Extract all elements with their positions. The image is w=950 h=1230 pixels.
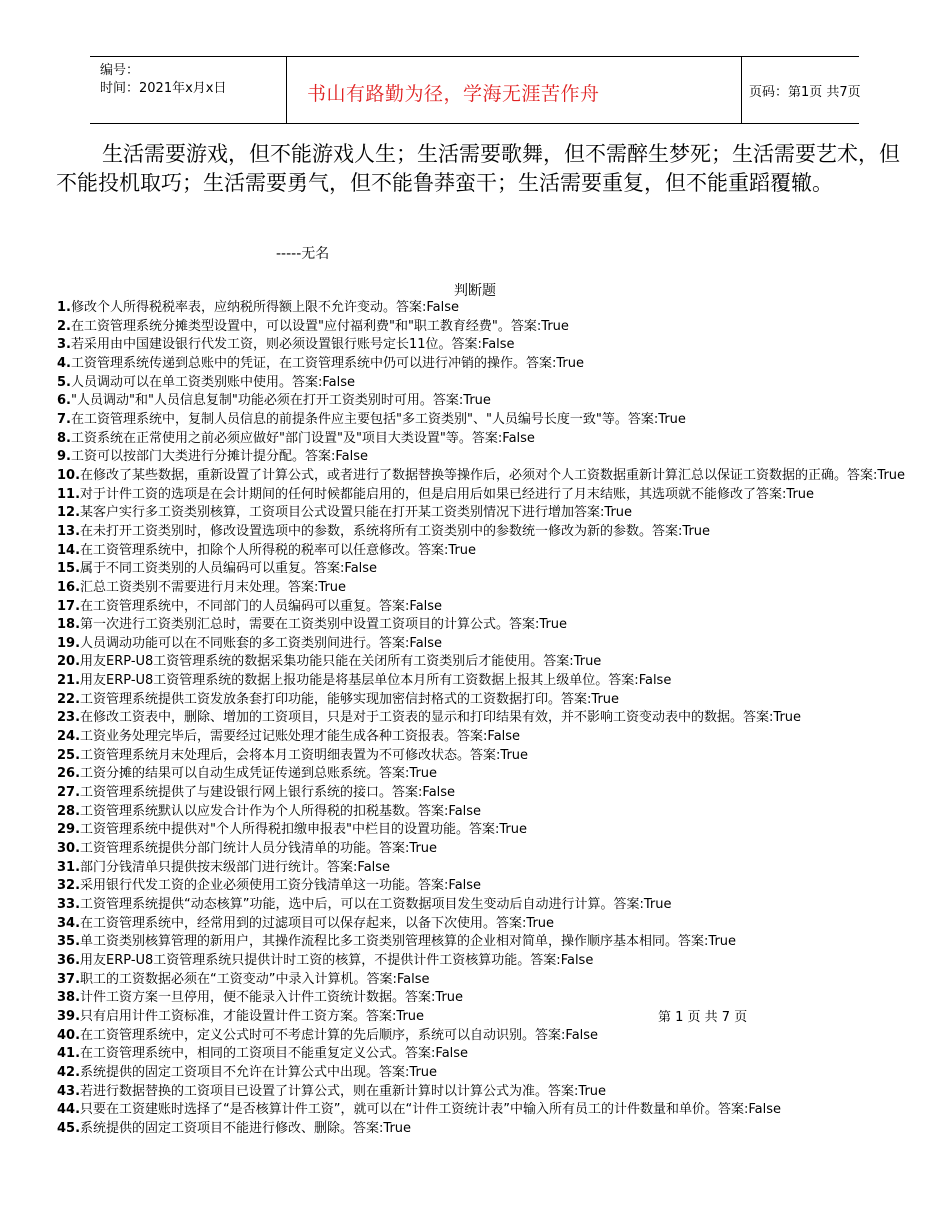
question-text: 工资管理系统提供了与建设银行网上银行系统的接口。答案:False	[80, 785, 456, 801]
question-text: 在工资管理系统分摊类型设置中，可以设置"应付福利费"和"职工教育经费"。答案:True	[70, 318, 569, 334]
question-text: 工资分摊的结果可以自动生成凭证传递到总账系统。答案:True	[80, 766, 438, 782]
question-number: 5.	[57, 374, 71, 390]
question-text: 在工资管理系统中，定义公式时可不考虑计算的先后顺序，系统可以自动识别。答案:False	[80, 1027, 599, 1043]
question-item	[57, 616, 907, 635]
question-number: 37.	[57, 971, 81, 987]
question-number: 28.	[57, 803, 81, 819]
question-text: 工资管理系统默认以应发合计作为个人所得税的扣税基数。答案:False	[80, 803, 482, 819]
header-page-cell	[741, 57, 859, 123]
question-item	[57, 915, 907, 934]
question-item	[57, 691, 907, 710]
question-item	[57, 859, 907, 878]
question-item	[57, 299, 907, 318]
question-number: 36.	[57, 952, 81, 968]
question-item	[57, 709, 907, 728]
question-number: 42.	[57, 1064, 81, 1080]
document-time-label: 时间：2021年x月x日	[100, 81, 227, 96]
question-item	[57, 784, 907, 803]
question-number: 9.	[57, 449, 71, 465]
question-number: 1.	[57, 300, 71, 315]
question-item	[57, 448, 907, 467]
question-number: 10.	[57, 467, 81, 483]
question-item	[57, 1083, 907, 1102]
question-text: 用友ERP-U8工资管理系统只提供计时工资的核算，不提供计件工资核算功能。答案:False	[80, 952, 594, 968]
question-number: 21.	[57, 673, 81, 689]
question-number: 25.	[57, 747, 81, 763]
question-item	[57, 430, 907, 449]
question-number: 8.	[57, 430, 71, 446]
question-item	[57, 411, 907, 430]
question-text: 在未打开工资类别时，修改设置选项中的参数，系统将所有工资类别中的参数统一修改为新的参数。答案:True	[80, 523, 711, 539]
question-text: 工资业务处理完毕后，需要经过记账处理才能生成各种工资报表。答案:False	[80, 729, 521, 745]
question-number: 39.	[57, 1008, 81, 1024]
question-number: 16.	[57, 579, 81, 595]
question-text: 单工资类别核算管理的新用户，其操作流程比多工资类别管理核算的企业相对简单，操作顺序基本相同。答案:True	[80, 934, 737, 950]
question-number: 13.	[57, 523, 81, 539]
question-text: 在工资管理系统中，经常用到的过滤项目可以保存起来，以备下次使用。答案:True	[80, 915, 555, 931]
question-item	[57, 1064, 907, 1083]
question-number: 32.	[57, 878, 81, 894]
question-item	[57, 1045, 907, 1064]
question-text: 在修改工资表中，删除、增加的工资项目，只是对于工资表的显示和打印结果有效，并不影响工资变动表中的数据。答案:True	[80, 710, 802, 726]
question-list	[57, 299, 907, 1139]
question-item	[57, 821, 907, 840]
question-item	[57, 952, 907, 971]
question-item	[57, 579, 907, 598]
question-item	[57, 747, 907, 766]
question-text: 在工资管理系统中，扣除个人所得税的税率可以任意修改。答案:True	[80, 542, 477, 558]
question-item	[57, 877, 907, 896]
question-item	[57, 1027, 907, 1046]
question-number: 45.	[57, 1120, 81, 1136]
question-text: 在工资管理系统中，不同部门的人员编码可以重复。答案:False	[80, 598, 443, 614]
question-number: 33.	[57, 897, 81, 912]
question-number: 22.	[57, 691, 81, 707]
question-item	[57, 504, 907, 523]
question-number: 20.	[57, 654, 81, 670]
question-text: 工资系统在正常使用之前必须应做好"部门设置"及"项目大类设置"等。答案:False	[70, 430, 535, 446]
question-text: 采用银行代发工资的企业必须使用工资分钱清单这一功能。答案:False	[80, 878, 482, 894]
question-item	[57, 336, 907, 355]
question-item	[57, 355, 907, 374]
question-number: 29.	[57, 822, 81, 838]
question-item	[57, 989, 907, 1008]
question-text: 人员调动功能可以在不同账套的多工资类别间进行。答案:False	[80, 635, 443, 651]
header-meta-cell	[90, 57, 286, 123]
question-item	[57, 374, 907, 393]
question-text: 人员调动可以在单工资类别账中使用。答案:False	[70, 374, 355, 390]
question-text: 部门分钱清单只提供按末级部门进行统计。答案:False	[80, 859, 391, 875]
question-item	[57, 672, 907, 691]
question-number: 11.	[57, 486, 81, 502]
question-text: 用友ERP-U8工资管理系统的数据上报功能是将基层单位本月所有工资数据上报其上级单位。答案:False	[80, 673, 672, 689]
question-text: 计件工资方案一旦停用，便不能录入计件工资统计数据。答案:True	[80, 990, 464, 1006]
question-item	[57, 1101, 907, 1120]
question-number: 2.	[57, 318, 71, 334]
question-item	[57, 896, 907, 915]
question-text: "人员调动"和"人员信息复制"功能必须在打开工资类别时可用。答案:True	[70, 393, 491, 409]
question-text: 工资管理系统中提供对"个人所得税扣缴申报表"中栏目的设置功能。答案:True	[80, 822, 527, 838]
header-page-info: 页码：第1页 共7页	[749, 85, 861, 100]
question-item	[57, 635, 907, 654]
question-text: 在工资管理系统中，复制人员信息的前提条件应主要包括"多工资类别"、"人员编号长度一致"等。答案:True	[70, 411, 686, 427]
question-number: 24.	[57, 729, 81, 745]
question-text: 工资管理系统月末处理后，会将本月工资明细表置为不可修改状态。答案:True	[80, 747, 529, 763]
question-item	[57, 840, 907, 859]
question-text: 修改个人所得税税率表，应纳税所得额上限不允许变动。答案:False	[70, 300, 459, 315]
question-item	[57, 523, 907, 542]
question-number: 12.	[57, 505, 81, 521]
question-item	[57, 560, 907, 579]
question-number: 34.	[57, 915, 81, 931]
section-title: 判断题	[454, 283, 496, 299]
question-text: 只有启用计件工资标准，才能设置计件工资方案。答案:True	[80, 1008, 425, 1024]
question-number: 26.	[57, 766, 81, 782]
question-text: 系统提供的固定工资项目不能进行修改、删除。答案:True	[80, 1120, 412, 1136]
document-number-label: 编号：	[100, 63, 140, 78]
question-number: 43.	[57, 1083, 81, 1099]
opening-quote: 生活需要游戏，但不能游戏人生；生活需要歌舞，但不需醉生梦死；生活需要艺术，但不能投机取巧；生活需要勇气，但不能鲁莽蛮干；生活需要重复，但不能重蹈覆辙。	[56, 142, 900, 195]
question-text: 职工的工资数据必须在“工资变动”中录入计算机。答案:False	[80, 971, 430, 987]
question-text: 工资管理系统传递到总账中的凭证，在工资管理系统中仍可以进行冲销的操作。答案:True	[70, 355, 584, 371]
header-motto-cell	[286, 57, 742, 123]
question-item	[57, 728, 907, 747]
question-number: 19.	[57, 635, 81, 651]
question-text: 工资管理系统提供分部门统计人员分钱清单的功能。答案:True	[80, 841, 438, 857]
question-item	[57, 486, 907, 505]
question-item	[57, 1120, 907, 1139]
question-text: 若采用由中国建设银行代发工资，则必须设置银行账号定长11位。答案:False	[70, 337, 515, 353]
question-text: 工资管理系统提供工资发放条套打印功能，能够实现加密信封格式的工资数据打印。答案:True	[80, 691, 620, 707]
question-number: 35.	[57, 934, 81, 950]
question-number: 14.	[57, 542, 81, 558]
question-number: 38.	[57, 990, 81, 1006]
question-number: 27.	[57, 785, 81, 801]
question-item	[57, 598, 907, 617]
question-text: 属于不同工资类别的人员编码可以重复。答案:False	[80, 561, 378, 577]
question-number: 15.	[57, 561, 81, 577]
question-text: 第一次进行工资类别汇总时，需要在工资类别中设置工资项目的计算公式。答案:True	[80, 617, 568, 633]
question-text: 若进行数据替换的工资项目已设置了计算公式，则在重新计算时以计算公式为准。答案:True	[80, 1083, 607, 1099]
question-number: 30.	[57, 841, 81, 857]
question-item	[57, 933, 907, 952]
question-item	[57, 467, 907, 486]
question-text: 某客户实行多工资类别核算，工资项目公式设置只能在打开某工资类别情况下进行增加答案:True	[80, 505, 633, 521]
question-text: 汇总工资类别不需要进行月末处理。答案:True	[80, 579, 347, 595]
question-number: 31.	[57, 859, 81, 875]
question-item	[57, 318, 907, 337]
question-text: 工资可以按部门大类进行分摊计提分配。答案:False	[70, 449, 368, 465]
question-item	[57, 803, 907, 822]
question-item	[57, 971, 907, 990]
question-text: 对于计件工资的选项是在会计期间的任何时候都能启用的，但是启用后如果已经进行了月末结账，其选项就不能修改了答案:True	[80, 486, 815, 502]
page-footer-number: 第 1 页 共 7 页	[658, 1010, 748, 1025]
question-number: 3.	[57, 337, 71, 353]
header-motto: 书山有路勤为径，学海无涯苦作舟	[307, 83, 600, 105]
question-item	[57, 653, 907, 672]
question-number: 23.	[57, 710, 81, 726]
question-text: 用友ERP-U8工资管理系统的数据采集功能只能在关闭所有工资类别后才能使用。答案:True	[80, 654, 602, 670]
question-text: 在修改了某些数据，重新设置了计算公式，或者进行了数据替换等操作后，必须对个人工资数据重新计算汇总以保证工资数据的正确。答案:True	[80, 467, 906, 483]
question-number: 6.	[57, 393, 71, 409]
question-number: 4.	[57, 355, 71, 371]
question-number: 18.	[57, 617, 81, 633]
quote-author: -----无名	[276, 246, 330, 262]
question-item	[57, 542, 907, 561]
question-text: 在工资管理系统中，相同的工资项目不能重复定义公式。答案:False	[80, 1046, 469, 1062]
question-number: 41.	[57, 1046, 81, 1062]
question-item	[57, 1008, 907, 1027]
question-item	[57, 765, 907, 784]
page-header	[90, 56, 859, 124]
question-text: 系统提供的固定工资项目不允许在计算公式中出现。答案:True	[80, 1064, 438, 1080]
question-number: 40.	[57, 1027, 81, 1043]
question-text: 只要在工资建账时选择了“是否核算计件工资”，就可以在“计件工资统计表”中输入所有员工的计件数量和单价。答案:False	[80, 1102, 781, 1118]
question-number: 7.	[57, 411, 71, 427]
question-number: 44.	[57, 1102, 81, 1118]
question-item	[57, 392, 907, 411]
question-number: 17.	[57, 598, 81, 614]
question-text: 工资管理系统提供“动态核算”功能，选中后，可以在工资数据项目发生变动后自动进行计算。答案:True	[80, 897, 672, 912]
